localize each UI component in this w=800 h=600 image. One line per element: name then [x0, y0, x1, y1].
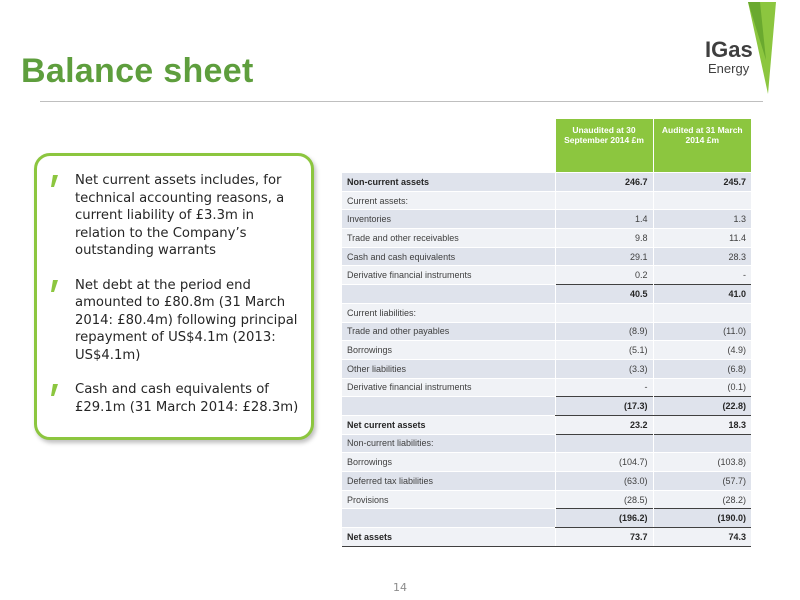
row-label: Inventories	[342, 210, 555, 229]
bullet-text: Net debt at the period end amounted to £80.8m (31 March 2014: £80.4m) following principal repayment of US$4.1m (2013: US$4.1m)	[75, 277, 298, 363]
row-value-sep2014: 73.7	[555, 528, 653, 547]
bullet-slash-icon	[50, 384, 60, 396]
row-value-sep2014: 0.2	[555, 266, 653, 285]
row-value-mar2014: -	[653, 266, 751, 285]
table-subtotal-row	[342, 509, 751, 528]
table-total-row	[342, 415, 751, 434]
row-label: Derivative financial instruments	[342, 378, 555, 397]
row-label: Net assets	[342, 528, 555, 547]
row-value-mar2014: 11.4	[653, 229, 751, 248]
row-label: Net current assets	[342, 415, 555, 434]
row-value-sep2014: (5.1)	[555, 341, 653, 360]
row-value-mar2014: (11.0)	[653, 322, 751, 341]
slide-title: Balance sheet	[21, 52, 254, 90]
row-label: Borrowings	[342, 453, 555, 472]
bullet-slash-icon	[50, 280, 60, 292]
row-value-mar2014	[653, 434, 751, 453]
row-value-mar2014: 41.0	[653, 285, 751, 304]
row-value-sep2014: 23.2	[555, 415, 653, 434]
table-subtotal-row	[342, 285, 751, 304]
table-row	[342, 210, 751, 229]
row-value-mar2014	[653, 303, 751, 322]
page-number: 14	[393, 581, 407, 594]
row-label: Cash and cash equivalents	[342, 247, 555, 266]
row-value-mar2014: 245.7	[653, 173, 751, 192]
table-row	[342, 472, 751, 491]
row-label: Trade and other receivables	[342, 229, 555, 248]
summary-callout	[34, 153, 314, 440]
row-value-sep2014: 9.8	[555, 229, 653, 248]
table-row	[342, 229, 751, 248]
summary-bullets	[50, 172, 300, 433]
row-value-mar2014: (0.1)	[653, 378, 751, 397]
bullet-slash-icon	[50, 175, 60, 187]
row-value-sep2014: 1.4	[555, 210, 653, 229]
bullet-item	[50, 172, 300, 260]
row-label: Provisions	[342, 490, 555, 509]
table-total-row	[342, 528, 751, 547]
table-row	[342, 303, 751, 322]
table-subtotal-row	[342, 397, 751, 416]
row-value-sep2014: (3.3)	[555, 359, 653, 378]
table-row	[342, 490, 751, 509]
row-label: Current liabilities:	[342, 303, 555, 322]
title-divider	[40, 101, 763, 102]
row-value-sep2014: (196.2)	[555, 509, 653, 528]
row-value-sep2014	[555, 303, 653, 322]
logo-line1: IGas	[705, 37, 753, 62]
table-row	[342, 173, 751, 192]
row-label: Derivative financial instruments	[342, 266, 555, 285]
row-value-sep2014: 246.7	[555, 173, 653, 192]
row-value-mar2014: (103.8)	[653, 453, 751, 472]
row-value-mar2014	[653, 191, 751, 210]
row-value-mar2014: 74.3	[653, 528, 751, 547]
table-row	[342, 378, 751, 397]
row-label	[342, 285, 555, 304]
table-row	[342, 453, 751, 472]
row-value-sep2014: -	[555, 378, 653, 397]
row-value-sep2014: (17.3)	[555, 397, 653, 416]
row-value-mar2014: (4.9)	[653, 341, 751, 360]
row-label: Other liabilities	[342, 359, 555, 378]
row-value-mar2014: (6.8)	[653, 359, 751, 378]
row-value-mar2014: (28.2)	[653, 490, 751, 509]
bullet-text: Net current assets includes, for technical accounting reasons, a current liability of £3.3m in relation to the Company’s outstanding warrants	[75, 173, 285, 258]
bullet-item	[50, 381, 300, 416]
table-row	[342, 434, 751, 453]
row-value-sep2014: (63.0)	[555, 472, 653, 491]
row-value-sep2014: 40.5	[555, 285, 653, 304]
header-blank	[342, 119, 555, 173]
table-row	[342, 191, 751, 210]
table-row	[342, 266, 751, 285]
row-label: Borrowings	[342, 341, 555, 360]
row-label: Deferred tax liabilities	[342, 472, 555, 491]
header-audited: Audited at 31 March 2014 £m	[653, 119, 751, 173]
table-header-row	[342, 119, 751, 173]
row-value-sep2014: 29.1	[555, 247, 653, 266]
row-value-sep2014: (28.5)	[555, 490, 653, 509]
logo-line2: Energy	[708, 61, 750, 76]
row-label: Non-current liabilities:	[342, 434, 555, 453]
table-row	[342, 341, 751, 360]
row-value-mar2014: (190.0)	[653, 509, 751, 528]
row-label	[342, 509, 555, 528]
row-label: Non-current assets	[342, 173, 555, 192]
row-value-mar2014: 28.3	[653, 247, 751, 266]
row-label: Current assets:	[342, 191, 555, 210]
row-value-mar2014: (57.7)	[653, 472, 751, 491]
table-row	[342, 359, 751, 378]
row-value-mar2014: 18.3	[653, 415, 751, 434]
logo-wordmark	[705, 39, 753, 75]
row-value-sep2014: (104.7)	[555, 453, 653, 472]
row-value-sep2014: (8.9)	[555, 322, 653, 341]
row-value-sep2014	[555, 434, 653, 453]
balance-sheet-table	[342, 118, 751, 547]
row-value-mar2014: 1.3	[653, 210, 751, 229]
table-row	[342, 322, 751, 341]
row-value-mar2014: (22.8)	[653, 397, 751, 416]
row-label	[342, 397, 555, 416]
header-unaudited: Unaudited at 30 September 2014 £m	[555, 119, 653, 173]
bullet-text: Cash and cash equivalents of £29.1m (31 March 2014: £28.3m)	[75, 382, 299, 415]
row-label: Trade and other payables	[342, 322, 555, 341]
row-value-sep2014	[555, 191, 653, 210]
bullet-item	[50, 277, 300, 365]
table-row	[342, 247, 751, 266]
